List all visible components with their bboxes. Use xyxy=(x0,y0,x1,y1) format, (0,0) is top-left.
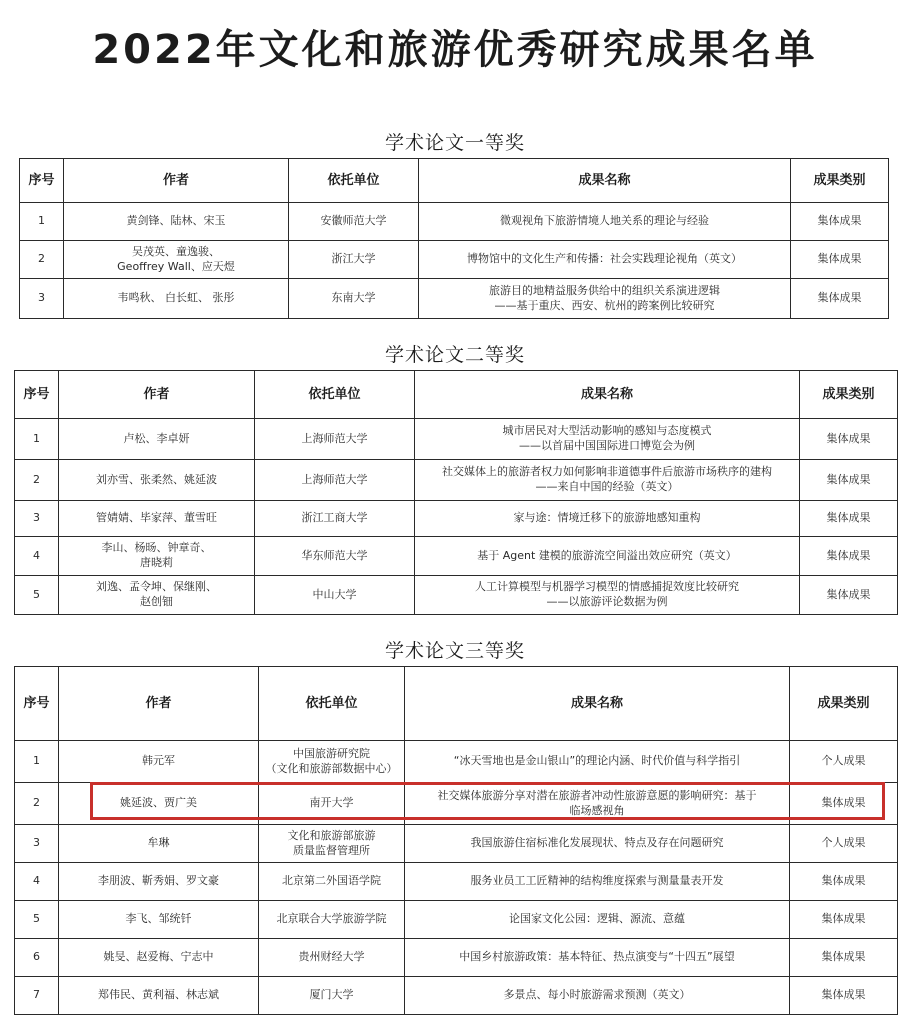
cell-author: 李飞、邹统钎 xyxy=(59,901,259,939)
table-row xyxy=(15,419,898,460)
cell-unit: 中山大学 xyxy=(255,576,415,615)
section-title-first-prize: 学术论文一等奖 xyxy=(384,132,525,154)
cell-title: 人工计算模型与机器学习模型的情感捕捉效度比较研究 ——以旅游评论数据为例 xyxy=(415,576,800,615)
page-title: 2022年文化和旅游优秀研究成果名单 xyxy=(92,27,818,73)
cell-category: 集体成果 xyxy=(800,419,898,460)
cell-seq: 4 xyxy=(15,863,59,901)
cell-category: 集体成果 xyxy=(791,241,889,279)
cell-category: 集体成果 xyxy=(800,537,898,576)
cell-author: 牟琳 xyxy=(59,825,259,863)
section-title-second-prize: 学术论文二等奖 xyxy=(384,344,525,366)
cell-title: 多景点、每小时旅游需求预测（英文） xyxy=(405,977,790,1015)
cell-title: 基于 Agent 建模的旅游流空间溢出效应研究（英文） xyxy=(415,537,800,576)
cell-title: 中国乡村旅游政策：基本特征、热点演变与“十四五”展望 xyxy=(405,939,790,977)
cell-seq: 1 xyxy=(15,741,59,783)
second-prize-table xyxy=(14,370,898,615)
cell-author: 姚延波、贾广美 xyxy=(59,783,259,825)
cell-category: 集体成果 xyxy=(800,576,898,615)
cell-author: 韦鸣秋、 白长虹、 张彤 xyxy=(64,279,289,319)
header-title: 成果名称 xyxy=(405,667,790,741)
header-unit: 依托单位 xyxy=(255,371,415,419)
cell-author: 管婧婧、毕家萍、董雪旺 xyxy=(59,501,255,537)
cell-seq: 3 xyxy=(15,825,59,863)
header-author: 作者 xyxy=(59,371,255,419)
header-seq: 序号 xyxy=(15,667,59,741)
header-seq: 序号 xyxy=(15,371,59,419)
cell-seq: 3 xyxy=(20,279,64,319)
cell-unit: 中国旅游研究院 （文化和旅游部数据中心） xyxy=(259,741,405,783)
cell-category: 集体成果 xyxy=(791,279,889,319)
cell-seq: 3 xyxy=(15,501,59,537)
cell-category: 集体成果 xyxy=(790,977,898,1015)
cell-title: “冰天雪地也是金山银山”的理论内涵、时代价值与科学指引 xyxy=(405,741,790,783)
cell-unit: 安徽师范大学 xyxy=(289,203,419,241)
table-row xyxy=(15,863,898,901)
cell-unit: 上海师范大学 xyxy=(255,460,415,501)
cell-unit: 南开大学 xyxy=(259,783,405,825)
cell-title: 服务业员工工匠精神的结构维度探索与测量量表开发 xyxy=(405,863,790,901)
cell-seq: 5 xyxy=(15,576,59,615)
cell-seq: 5 xyxy=(15,901,59,939)
cell-unit: 贵州财经大学 xyxy=(259,939,405,977)
cell-author: 李山、杨旸、钟章奇、 唐晓莉 xyxy=(59,537,255,576)
cell-unit: 文化和旅游部旅游 质量监督管理所 xyxy=(259,825,405,863)
header-title: 成果名称 xyxy=(419,159,791,203)
first-prize-table xyxy=(19,158,889,319)
table-row xyxy=(15,825,898,863)
cell-author: 李朋波、靳秀娟、罗文豪 xyxy=(59,863,259,901)
cell-unit: 东南大学 xyxy=(289,279,419,319)
table-row xyxy=(20,241,889,279)
cell-seq: 2 xyxy=(20,241,64,279)
cell-author: 刘亦雪、张柔然、姚延波 xyxy=(59,460,255,501)
cell-author: 姚旻、赵爱梅、宁志中 xyxy=(59,939,259,977)
cell-title: 我国旅游住宿标准化发展现状、特点及存在问题研究 xyxy=(405,825,790,863)
header-category: 成果类别 xyxy=(790,667,898,741)
cell-unit: 厦门大学 xyxy=(259,977,405,1015)
cell-unit: 北京第二外国语学院 xyxy=(259,863,405,901)
cell-author: 吴茂英、童逸骏、 Geoffrey Wall、应天煜 xyxy=(64,241,289,279)
header-seq: 序号 xyxy=(20,159,64,203)
cell-unit: 上海师范大学 xyxy=(255,419,415,460)
table-row xyxy=(20,203,889,241)
cell-category: 集体成果 xyxy=(790,939,898,977)
cell-category: 集体成果 xyxy=(800,460,898,501)
cell-title: 社交媒体上的旅游者权力如何影响非道德事件后旅游市场秩序的建构 ——来自中国的经验（英文） xyxy=(415,460,800,501)
third-prize-table xyxy=(14,666,898,1015)
table-row xyxy=(15,939,898,977)
table-row xyxy=(20,279,889,319)
cell-category: 集体成果 xyxy=(800,501,898,537)
cell-seq: 2 xyxy=(15,783,59,825)
cell-category: 个人成果 xyxy=(790,741,898,783)
cell-category: 集体成果 xyxy=(790,783,898,825)
table-row xyxy=(15,576,898,615)
cell-category: 集体成果 xyxy=(790,863,898,901)
cell-title: 城市居民对大型活动影响的感知与态度模式 ——以首届中国国际进口博览会为例 xyxy=(415,419,800,460)
cell-title: 社交媒体旅游分享对潜在旅游者冲动性旅游意愿的影响研究：基于 临场感视角 xyxy=(405,783,790,825)
header-unit: 依托单位 xyxy=(259,667,405,741)
table-row xyxy=(15,741,898,783)
header-author: 作者 xyxy=(64,159,289,203)
cell-seq: 2 xyxy=(15,460,59,501)
table-row xyxy=(15,537,898,576)
cell-title: 博物馆中的文化生产和传播：社会实践理论视角（英文） xyxy=(419,241,791,279)
cell-category: 集体成果 xyxy=(791,203,889,241)
cell-title: 论国家文化公园：逻辑、源流、意蕴 xyxy=(405,901,790,939)
header-author: 作者 xyxy=(59,667,259,741)
cell-unit: 浙江工商大学 xyxy=(255,501,415,537)
section-title-third-prize: 学术论文三等奖 xyxy=(384,640,525,662)
header-category: 成果类别 xyxy=(791,159,889,203)
header-title: 成果名称 xyxy=(415,371,800,419)
cell-unit: 华东师范大学 xyxy=(255,537,415,576)
header-category: 成果类别 xyxy=(800,371,898,419)
cell-seq: 6 xyxy=(15,939,59,977)
cell-seq: 7 xyxy=(15,977,59,1015)
cell-seq: 1 xyxy=(15,419,59,460)
cell-author: 刘逸、孟令坤、保继刚、 赵创钿 xyxy=(59,576,255,615)
cell-title: 家与途：情境迁移下的旅游地感知重构 xyxy=(415,501,800,537)
cell-category: 个人成果 xyxy=(790,825,898,863)
cell-title: 微观视角下旅游情境人地关系的理论与经验 xyxy=(419,203,791,241)
table-row-highlighted xyxy=(15,783,898,825)
cell-author: 黄剑锋、陆林、宋玉 xyxy=(64,203,289,241)
cell-author: 韩元军 xyxy=(59,741,259,783)
header-unit: 依托单位 xyxy=(289,159,419,203)
table-row xyxy=(15,501,898,537)
cell-author: 卢松、李卓妍 xyxy=(59,419,255,460)
cell-unit: 浙江大学 xyxy=(289,241,419,279)
cell-seq: 1 xyxy=(20,203,64,241)
cell-unit: 北京联合大学旅游学院 xyxy=(259,901,405,939)
cell-category: 集体成果 xyxy=(790,901,898,939)
cell-seq: 4 xyxy=(15,537,59,576)
cell-author: 郑伟民、黄利福、林志斌 xyxy=(59,977,259,1015)
table-row xyxy=(15,460,898,501)
cell-title: 旅游目的地精益服务供给中的组织关系演进逻辑 ——基于重庆、西安、杭州的跨案例比较研究 xyxy=(419,279,791,319)
table-row xyxy=(15,901,898,939)
table-row xyxy=(15,977,898,1015)
